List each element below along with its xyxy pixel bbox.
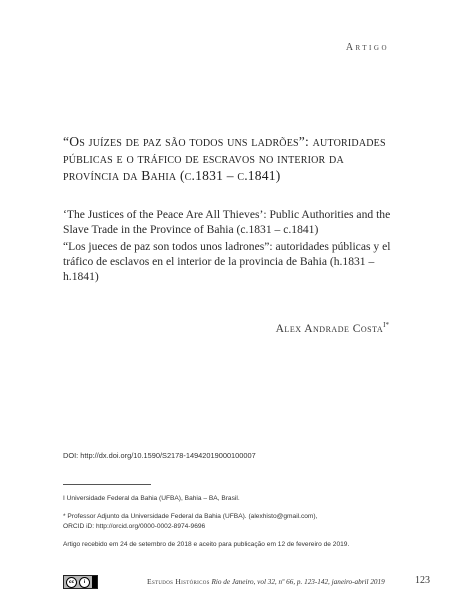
cc-circle-icon: cc [66, 577, 77, 588]
journal-citation [147, 577, 385, 586]
article-title-spanish: “Los jueces de paz son todos unos ladrones”: autoridades públicas y el tráfico de esclavos en el interior de la provincia de Bahia (h.1831 – h.1841) [63, 240, 391, 283]
journal-details: Rio de Janeiro, vol 32, nº 66, p. 123-142, janeiro-abril 2019 [211, 578, 385, 586]
footnote-received-dates: Artigo recebido em 24 de setembro de 2018 e aceito para publicação em 12 de fevereiro de 2019. [63, 541, 350, 548]
footnote-divider [63, 484, 151, 485]
license-strip [92, 576, 97, 588]
author-line [276, 321, 389, 335]
page-number: 123 [415, 575, 430, 586]
article-title-english: ‘The Justices of the Peace Are All Thieves’: Public Authorities and the Slave Trade in the Province of Bahia (c.1831 – c.1841) [63, 208, 391, 236]
journal-name: Estudos Históricos [147, 577, 210, 586]
attribution-person-icon: i [79, 577, 90, 588]
doi-link[interactable]: DOI: http://dx.doi.org/10.1590/S2178-14942019000100007 [63, 451, 256, 460]
footnote-affiliation: I Universidade Federal da Bahia (UFBA), Bahia – BA, Brasil. [63, 495, 240, 502]
footnote-orcid-line[interactable]: ORCID iD: http://orcid.org/0000-0002-8974-9696 [63, 522, 206, 530]
footnote-position-line: * Professor Adjunto da Universidade Federal da Bahia (UFBA). (alexhisto@gmail.com), [63, 513, 318, 520]
author-name: Alex Andrade Costa [275, 322, 384, 335]
section-label: Artigo [345, 42, 389, 53]
article-title-portuguese: “Os juízes de paz são todos uns ladrões”: autoridades públicas e o tráfico de escravos no interior da província da Bahia (c.1831 – c.1841) [63, 134, 386, 183]
footnote-author-position [63, 512, 403, 531]
cc-by-license-icon[interactable] [63, 575, 98, 589]
author-footnote-marks: I* [383, 321, 389, 329]
